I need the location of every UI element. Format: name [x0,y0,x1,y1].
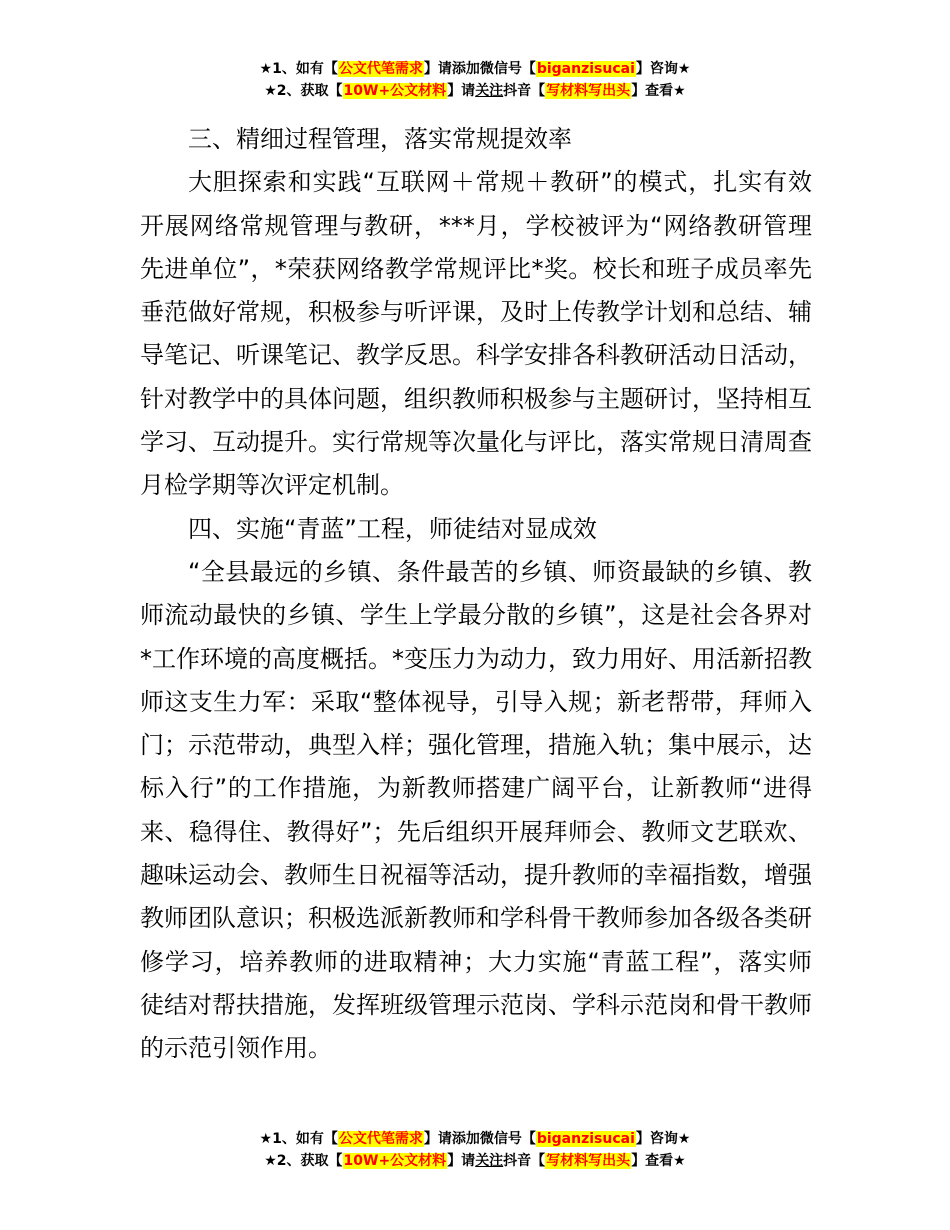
promo-text: ★2、获取【 [264,83,343,99]
promo-emphasis: 添加 [451,61,480,77]
promo-text: 】查看★ [631,83,686,99]
promo-text: 抖音【 [503,1153,546,1169]
promo-emphasis: 关注 [475,1153,504,1169]
promo-text: 微信号【 [479,1131,536,1147]
section-heading-3: 三、精细过程管理，落实常规提效率 [188,125,572,153]
promo-line-2 [0,1150,950,1172]
promo-highlight: 写材料写出头 [546,1153,631,1169]
promo-text: 】请 [447,83,476,99]
promo-text: 】查看★ [631,1153,686,1169]
promo-text: 】请 [423,1131,452,1147]
promo-text: 】请 [423,61,452,77]
promo-text: 微信号【 [479,61,536,77]
promo-highlight: biganzisucai [536,1131,635,1147]
promo-highlight: 10W+公文材料 [343,83,447,99]
promo-emphasis: 关注 [475,83,504,99]
promo-highlight: 公文代笔需求 [338,61,423,77]
section-paragraph-3: 大胆探索和实践“互联网＋常规＋教研”的模式，扎实有效开展网络常规管理与教研，***月，学校被评为“网络教研管理先进单位”，*荣获网络教学常规评比*奖。校长和班子成员率先垂范做好常规，积极参与听评课，及时上传教学计划和总结、辅导笔记、听课笔记、教学反思。科学安排各科教研活动日活动，针对教学中的具体问题，组织教师积极参与主题研讨，坚持相互学习、互动提升。实行常规等次量化与评比，落实常规日清周查月检学期等次评定机制。 [140,168,812,500]
bottom-promo-banner [0,1128,950,1172]
section-paragraph-4: “全县最远的乡镇、条件最苦的乡镇、师资最缺的乡镇、教师流动最快的乡镇、学生上学最分散的乡镇”，这是社会各界对*工作环境的高度概括。*变压力为动力，致力用好、用活新招教师这支生力军：采取“整体视导，引导入规；新老帮带，拜师入门；示范带动，典型入样；强化管理，措施入轨；集中展示，达标入行”的工作措施，为新教师搭建广阔平台，让新教师“进得来、稳得住、教得好”；先后组织开展拜师会、教师文艺联欢、趣味运动会、教师生日祝福等活动，提升教师的幸福指数，增强教师团队意识；积极选派新教师和学科骨干教师参加各级各类研修学习，培养教师的进取精神；大力实施“青蓝工程”，落实师徒结对帮扶措施，发挥班级管理示范岗、学科示范岗和骨干教师的示范引领作用。 [140,557,812,1063]
promo-text: 】请 [447,1153,476,1169]
top-promo-banner [0,58,950,102]
promo-highlight: 写材料写出头 [546,83,631,99]
promo-line-1 [0,58,950,80]
document-body [140,118,812,1071]
promo-line-2 [0,80,950,102]
promo-highlight: 公文代笔需求 [338,1131,423,1147]
promo-text: ★1、如有【 [259,1131,338,1147]
promo-text: 抖音【 [503,83,546,99]
promo-text: ★2、获取【 [264,1153,343,1169]
promo-highlight: 10W+公文材料 [343,1153,447,1169]
promo-text: 】咨询★ [635,61,691,77]
promo-line-1 [0,1128,950,1150]
section-heading-4: 四、实施“青蓝”工程，师徒结对显成效 [188,514,597,543]
promo-text: 】咨询★ [635,1131,691,1147]
promo-highlight: biganzisucai [536,61,635,77]
promo-emphasis: 添加 [451,1131,480,1147]
promo-text: ★1、如有【 [259,61,338,77]
